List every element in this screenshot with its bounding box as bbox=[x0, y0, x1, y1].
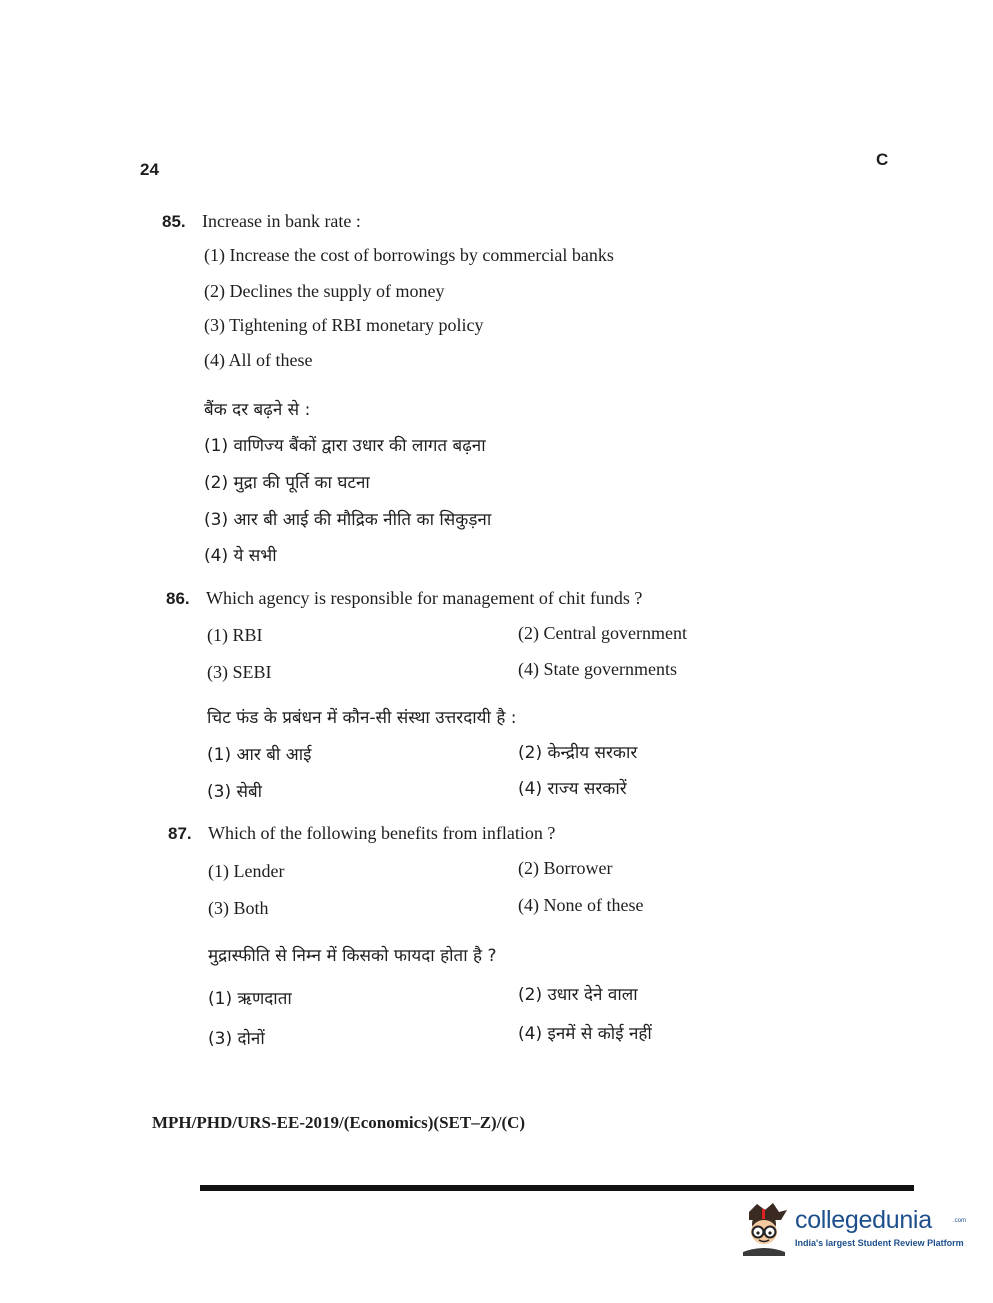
question-number: 86. bbox=[166, 589, 190, 608]
set-letter: C bbox=[876, 150, 889, 169]
collegedunia-logo bbox=[735, 1200, 967, 1260]
question-text: Which of the following benefits from inflation ? bbox=[208, 823, 556, 843]
question-86-stem bbox=[166, 588, 642, 609]
question-number: 87. bbox=[168, 824, 192, 843]
footer-divider bbox=[200, 1185, 914, 1191]
q87-hindi-option-2: (2) उधार देने वाला bbox=[518, 985, 638, 1005]
question-85-stem bbox=[162, 211, 361, 232]
q86-hindi-option-2: (2) केन्द्रीय सरकार bbox=[518, 743, 638, 763]
question-87-stem bbox=[168, 823, 555, 844]
q87-hindi-option-4: (4) इनमें से कोई नहीं bbox=[518, 1024, 652, 1044]
q86-hindi-option-3: (3) सेबी bbox=[207, 782, 263, 802]
q86-hindi-option-1: (1) आर बी आई bbox=[207, 745, 312, 765]
q87-option-3: (3) Both bbox=[208, 898, 269, 918]
question-number: 85. bbox=[162, 212, 186, 231]
q86-hindi-stem: चिट फंड के प्रबंधन में कौन-सी संस्था उत्तरदायी है : bbox=[207, 708, 517, 728]
q85-hindi-option-1: (1) वाणिज्य बैंकों द्वारा उधार की लागत बढ़ना bbox=[204, 436, 486, 456]
q85-hindi-stem: बैंक दर बढ़ने से : bbox=[204, 400, 311, 420]
q85-option-3: (3) Tightening of RBI monetary policy bbox=[204, 315, 484, 335]
q86-option-2: (2) Central government bbox=[518, 623, 687, 643]
q85-hindi-option-3: (3) आर बी आई की मौद्रिक नीति का सिकुड़ना bbox=[204, 510, 492, 530]
brand-tagline: India's largest Student Review Platform bbox=[795, 1238, 964, 1248]
brand-domain: .com bbox=[953, 1218, 967, 1224]
q86-hindi-option-4: (4) राज्य सरकारें bbox=[518, 779, 627, 799]
question-text: Which agency is responsible for management of chit funds ? bbox=[206, 588, 643, 608]
q87-option-1: (1) Lender bbox=[208, 861, 285, 881]
paper-code: MPH/PHD/URS-EE-2019/(Economics)(SET–Z)/(C) bbox=[152, 1113, 526, 1132]
q87-hindi-option-3: (3) दोनों bbox=[208, 1029, 265, 1049]
question-text: Increase in bank rate : bbox=[202, 211, 361, 231]
q87-option-4: (4) None of these bbox=[518, 895, 644, 915]
q85-option-4: (4) All of these bbox=[204, 350, 313, 370]
q87-hindi-stem: मुद्रास्फीति से निम्न में किसको फायदा होता है ? bbox=[208, 946, 497, 966]
student-mascot-icon bbox=[735, 1200, 791, 1256]
q85-option-2: (2) Declines the supply of money bbox=[204, 281, 445, 301]
brand-name: collegedunia bbox=[795, 1206, 932, 1234]
q85-option-1: (1) Increase the cost of borrowings by commercial banks bbox=[204, 245, 614, 265]
q86-option-3: (3) SEBI bbox=[207, 662, 272, 682]
q85-hindi-option-2: (2) मुद्रा की पूर्ति का घटना bbox=[204, 473, 370, 493]
q85-hindi-option-4: (4) ये सभी bbox=[204, 546, 277, 566]
page-number: 24 bbox=[140, 160, 159, 179]
q86-option-1: (1) RBI bbox=[207, 625, 263, 645]
q86-option-4: (4) State governments bbox=[518, 659, 677, 679]
q87-hindi-option-1: (1) ऋणदाता bbox=[208, 989, 292, 1009]
q87-option-2: (2) Borrower bbox=[518, 858, 613, 878]
